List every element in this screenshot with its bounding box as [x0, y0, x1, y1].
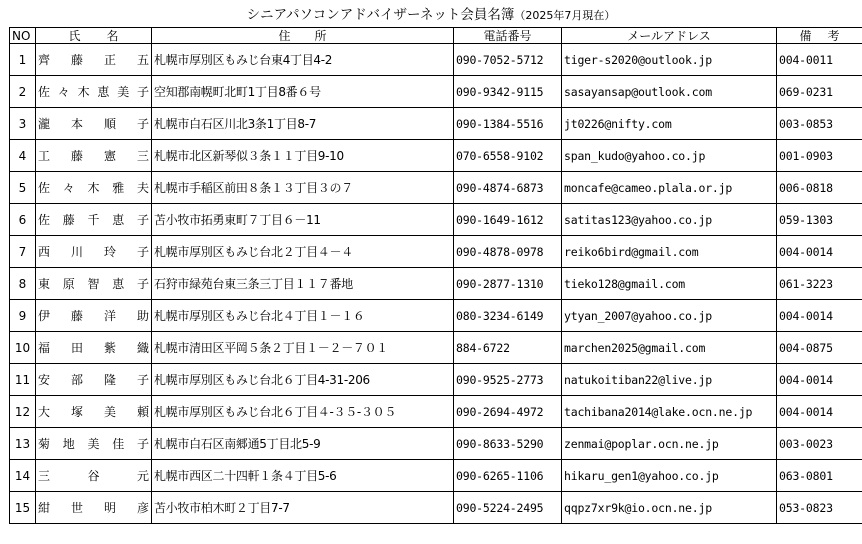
member-table — [9, 27, 862, 524]
cell-tel: 090-8633-5290 — [454, 428, 562, 460]
cell-name — [36, 364, 152, 396]
cell-note: 001-0903 — [777, 140, 862, 172]
cell-mail: tieko128@gmail.com — [562, 268, 777, 300]
cell-mail: natukoitiban22@live.jp — [562, 364, 777, 396]
cell-tel: 070-6558-9102 — [454, 140, 562, 172]
cell-no: 6 — [10, 204, 36, 236]
cell-no: 7 — [10, 236, 36, 268]
cell-name — [36, 492, 152, 524]
member-name: 福 田 紫 織 — [38, 340, 149, 355]
cell-no: 2 — [10, 76, 36, 108]
cell-name — [36, 268, 152, 300]
cell-no: 4 — [10, 140, 36, 172]
cell-mail: reiko6bird@gmail.com — [562, 236, 777, 268]
cell-mail: marchen2025@gmail.com — [562, 332, 777, 364]
member-name: 菊 地 美 佳 子 — [38, 436, 149, 451]
cell-address: 札幌市手稲区前田８条１３丁目３の７ — [152, 172, 454, 204]
cell-note: 003-0023 — [777, 428, 862, 460]
table-row — [10, 332, 862, 364]
cell-tel: 090-7052-5712 — [454, 44, 562, 76]
cell-tel: 090-2694-4972 — [454, 396, 562, 428]
cell-tel: 884-6722 — [454, 332, 562, 364]
cell-no: 10 — [10, 332, 36, 364]
cell-address: 札幌市厚別区もみじ台北６丁目4-31-206 — [152, 364, 454, 396]
table-row — [10, 396, 862, 428]
member-name: 佐 藤 千 恵 子 — [38, 212, 149, 227]
cell-note: 004-0014 — [777, 236, 862, 268]
cell-tel: 090-1384-5516 — [454, 108, 562, 140]
header-name: 氏 名 — [36, 28, 152, 44]
cell-no: 3 — [10, 108, 36, 140]
cell-no: 12 — [10, 396, 36, 428]
cell-tel: 090-6265-1106 — [454, 460, 562, 492]
member-name: 瀧 本 順 子 — [38, 116, 149, 131]
cell-note: 053-0823 — [777, 492, 862, 524]
cell-name — [36, 428, 152, 460]
cell-name — [36, 460, 152, 492]
cell-address: 札幌市清田区平岡５条２丁目１－２－７０１ — [152, 332, 454, 364]
member-name: 佐 々 木 雅 夫 — [38, 180, 149, 195]
cell-name — [36, 204, 152, 236]
cell-mail: ytyan_2007@yahoo.co.jp — [562, 300, 777, 332]
cell-tel: 080-3234-6149 — [454, 300, 562, 332]
member-name: 伊 藤 洋 助 — [38, 308, 149, 323]
cell-name — [36, 396, 152, 428]
cell-mail: span_kudo@yahoo.co.jp — [562, 140, 777, 172]
header-tel: 電話番号 — [454, 28, 562, 44]
table-row — [10, 236, 862, 268]
table-row — [10, 108, 862, 140]
member-name: 大 塚 美 頼 — [38, 404, 149, 419]
table-row — [10, 300, 862, 332]
cell-tel: 090-5224-2495 — [454, 492, 562, 524]
table-header-row — [10, 28, 862, 44]
document-title — [0, 6, 862, 25]
header-address: 住 所 — [152, 28, 454, 44]
cell-note: 004-0014 — [777, 396, 862, 428]
cell-name — [36, 76, 152, 108]
cell-note: 063-0801 — [777, 460, 862, 492]
cell-name — [36, 44, 152, 76]
cell-address: 空知郡南幌町北町1丁目8番６号 — [152, 76, 454, 108]
cell-mail: moncafe@cameo.plala.or.jp — [562, 172, 777, 204]
title-date: （2025年7月現在） — [514, 9, 616, 22]
member-name: 紺 世 明 彦 — [38, 500, 149, 515]
cell-no: 8 — [10, 268, 36, 300]
table-row — [10, 204, 862, 236]
cell-note: 061-3223 — [777, 268, 862, 300]
cell-address: 札幌市厚別区もみじ台東4丁目4-2 — [152, 44, 454, 76]
cell-no: 11 — [10, 364, 36, 396]
cell-tel: 090-9342-9115 — [454, 76, 562, 108]
cell-mail: zenmai@poplar.ocn.ne.jp — [562, 428, 777, 460]
cell-tel: 090-1649-1612 — [454, 204, 562, 236]
table-row — [10, 140, 862, 172]
cell-note: 069-0231 — [777, 76, 862, 108]
cell-note: 004-0875 — [777, 332, 862, 364]
cell-name — [36, 108, 152, 140]
cell-mail: tiger-s2020@outlook.jp — [562, 44, 777, 76]
cell-no: 14 — [10, 460, 36, 492]
cell-name — [36, 172, 152, 204]
cell-address: 札幌市白石区川北3条1丁目8-7 — [152, 108, 454, 140]
cell-mail: satitas123@yahoo.co.jp — [562, 204, 777, 236]
cell-mail: jt0226@nifty.com — [562, 108, 777, 140]
cell-note: 006-0818 — [777, 172, 862, 204]
cell-tel: 090-4878-0978 — [454, 236, 562, 268]
member-name: 西 川 玲 子 — [38, 244, 149, 259]
member-name: 東 原 智 恵 子 — [38, 276, 149, 291]
table-row — [10, 172, 862, 204]
cell-tel: 090-9525-2773 — [454, 364, 562, 396]
cell-name — [36, 300, 152, 332]
cell-mail: hikaru_gen1@yahoo.co.jp — [562, 460, 777, 492]
header-no: NO — [10, 28, 36, 44]
cell-name — [36, 236, 152, 268]
title-main: シニアパソコンアドバイザーネット会員名簿 — [246, 7, 515, 23]
cell-mail: qqpz7xr9k@io.ocn.ne.jp — [562, 492, 777, 524]
cell-address: 苫小牧市柏木町２丁目7-7 — [152, 492, 454, 524]
cell-mail: tachibana2014@lake.ocn.ne.jp — [562, 396, 777, 428]
member-name: 安 部 隆 子 — [38, 372, 149, 387]
cell-no: 9 — [10, 300, 36, 332]
header-note: 備 考 — [777, 28, 862, 44]
cell-address: 札幌市厚別区もみじ台北４丁目１－１６ — [152, 300, 454, 332]
member-name: 三 谷 元 — [38, 468, 149, 483]
table-row — [10, 428, 862, 460]
cell-no: 5 — [10, 172, 36, 204]
table-row — [10, 460, 862, 492]
cell-address: 札幌市白石区南郷通5丁目北5-9 — [152, 428, 454, 460]
cell-no: 1 — [10, 44, 36, 76]
cell-tel: 090-2877-1310 — [454, 268, 562, 300]
member-name: 佐 々 木 恵 美 子 — [38, 84, 149, 99]
table-row — [10, 268, 862, 300]
cell-address: 札幌市厚別区もみじ台北２丁目４－４ — [152, 236, 454, 268]
cell-name — [36, 332, 152, 364]
member-name: 齊 藤 正 五 — [38, 52, 149, 67]
table-row — [10, 492, 862, 524]
member-name: 工 藤 憲 三 — [38, 148, 149, 163]
cell-mail: sasayansap@outlook.com — [562, 76, 777, 108]
cell-note: 004-0011 — [777, 44, 862, 76]
table-row — [10, 76, 862, 108]
cell-note: 004-0014 — [777, 364, 862, 396]
cell-address: 苫小牧市拓勇東町７丁目６－11 — [152, 204, 454, 236]
table-row — [10, 44, 862, 76]
cell-address: 石狩市緑苑台東三条三丁目１１７番地 — [152, 268, 454, 300]
table-row — [10, 364, 862, 396]
cell-address: 札幌市厚別区もみじ台北６丁目４-３５-３０５ — [152, 396, 454, 428]
cell-note: 003-0853 — [777, 108, 862, 140]
cell-tel: 090-4874-6873 — [454, 172, 562, 204]
cell-no: 15 — [10, 492, 36, 524]
cell-note: 059-1303 — [777, 204, 862, 236]
cell-note: 004-0014 — [777, 300, 862, 332]
cell-address: 札幌市西区二十四軒１条４丁目5-6 — [152, 460, 454, 492]
cell-no: 13 — [10, 428, 36, 460]
header-mail: メールアドレス — [562, 28, 777, 44]
cell-name — [36, 140, 152, 172]
cell-address: 札幌市北区新琴似３条１１丁目9-10 — [152, 140, 454, 172]
